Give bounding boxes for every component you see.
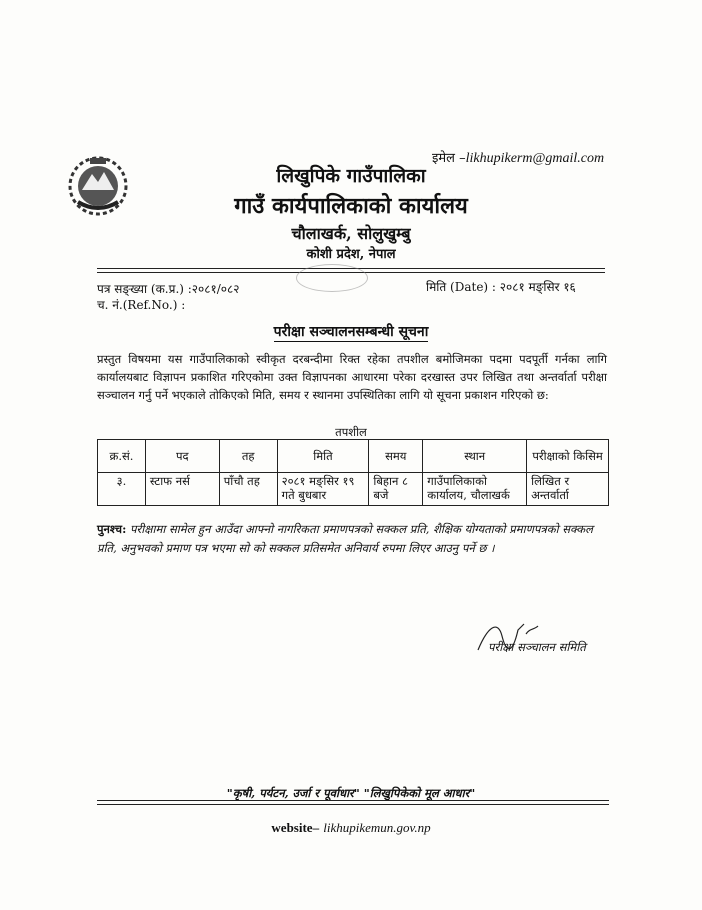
header-time: समय bbox=[369, 440, 423, 473]
header-level: तह bbox=[219, 440, 277, 473]
header-venue: स्थान bbox=[423, 440, 527, 473]
table-row bbox=[98, 473, 609, 506]
cell-sn: ३. bbox=[98, 473, 146, 506]
notice-subject bbox=[0, 322, 702, 341]
email-label: इमेल – bbox=[432, 151, 466, 166]
exam-schedule-table bbox=[97, 439, 609, 506]
website-label: website– bbox=[271, 820, 320, 835]
footer-divider-thin bbox=[97, 804, 609, 805]
cell-post: स्टाफ नर्स bbox=[145, 473, 219, 506]
cell-time: बिहान ८ बजे bbox=[369, 473, 423, 506]
letter-number: पत्र सङ्ख्या (क.प्र.) :२०८१/०८२ bbox=[97, 282, 240, 296]
cell-exam-type: लिखित र अन्तर्वार्ता bbox=[527, 473, 609, 506]
cell-level: पाँचौ तह bbox=[219, 473, 277, 506]
subject-text: परीक्षा सञ्चालनसम्बन्धी सूचना bbox=[273, 324, 429, 340]
table-header-row bbox=[98, 440, 609, 473]
header-sn: क्र.सं. bbox=[98, 440, 146, 473]
postscript-text: परीक्षामा सामेल हुन आउँदा आफ्नो नागरिकता प्रमाणपत्रको सक्कल प्रति, शैक्षिक योग्यताको प्रमाणपत्रको सक्कल प्रति, अनुभवको प्रमाण पत्र भएमा सो को सक्कल प्रतिसमेत अनिवार्य रुपमा लिएर आउनु पर्ने छ । bbox=[97, 522, 593, 555]
notice-body: प्रस्तुत विषयमा यस गाउँपालिकाको स्वीकृत दरबन्दीमा रिक्त रहेका तपशील बमोजिमका पदमा पदपूर्ती गर्नका लागि कार्यालयबाट विज्ञापन प्रकाशित गरिएकोमा उक्त विज्ञापनका आधारमा परेका दरखास्त उपर लिखित तथा अन्तर्वार्ता परीक्षा सञ्चालन गर्नु पर्ने भएकाले तोकिएको मिति, समय र स्थानमा उपस्थितिका लागि यो सूचना प्रकाशन गरिएको छ: bbox=[97, 352, 607, 402]
postscript-note bbox=[97, 520, 609, 558]
footer-website bbox=[0, 820, 702, 836]
office-location: चौलाखर्क, सोलुखुम्बु bbox=[291, 224, 411, 243]
postscript-label: पुनश्च: bbox=[97, 522, 127, 536]
cell-venue: गाउँपालिकाको कार्यालय, चौलाखर्क bbox=[423, 473, 527, 506]
website-link[interactable]: likhupikemun.gov.np bbox=[323, 820, 431, 835]
office-name: गाउँ कार्यपालिकाको कार्यालय bbox=[234, 193, 468, 219]
office-stamp bbox=[296, 264, 368, 292]
footer-divider bbox=[97, 800, 609, 801]
footer-slogan: "कृषी, पर्यटन, उर्जा र पूर्वाधार" "लिखुपिकेको मूल आधार" bbox=[226, 786, 476, 800]
province-country: कोशी प्रदेश, नेपाल bbox=[306, 247, 396, 262]
header-post: पद bbox=[145, 440, 219, 473]
header-date: मिति bbox=[277, 440, 369, 473]
email-address[interactable]: likhupikerm@gmail.com bbox=[465, 151, 605, 166]
header-exam-type: परीक्षाको किसिम bbox=[527, 440, 609, 473]
municipality-name: लिखुपिके गाउँपालिका bbox=[276, 165, 426, 187]
table-caption: तपशील bbox=[335, 425, 367, 439]
letter-date: मिति (Date) : २०८१ मङ्सिर १६ bbox=[426, 280, 576, 294]
signatory-committee: परीक्षा सञ्चालन समिति bbox=[488, 640, 586, 654]
cell-date: २०८१ मङ्सिर १९ गते बुधबार bbox=[277, 473, 369, 506]
reference-number: च. नं.(Ref.No.) : bbox=[97, 298, 186, 312]
